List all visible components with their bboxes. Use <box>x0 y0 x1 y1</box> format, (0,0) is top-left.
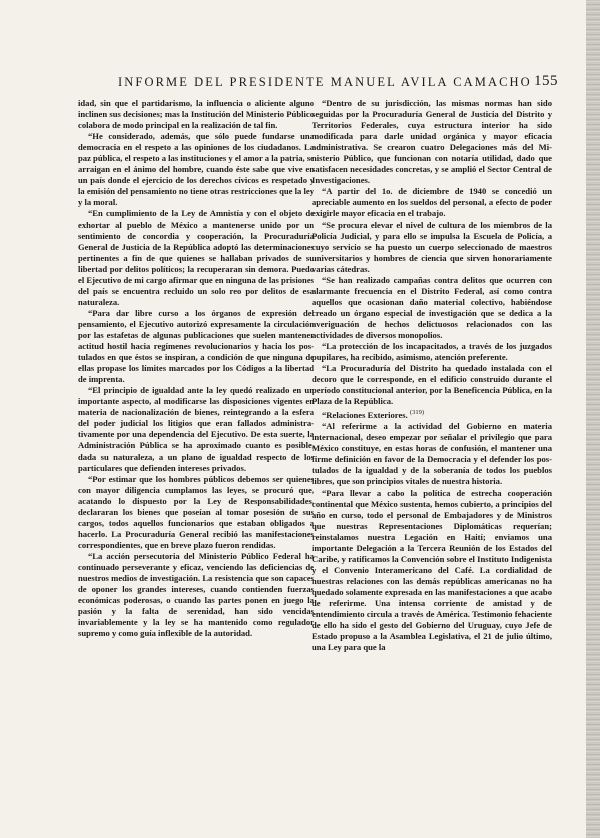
section-heading-text: “Relaciones Exteriores. <box>322 410 408 421</box>
paragraph: “En cumplimiento de la Ley de Amnistía y con el objeto de exhortar al pueblo de México a mantenerse unido por un sentimiento de concordia y cooperación, la Procuraduría General de Justicia de la República adoptó las determinaciones pertinentes a fin de que quienes se hallaban privados de su libertad por delitos políticos; la recuperaran sin demora. Puedo el Ejecutivo de mi cargo afirmar que en ninguna de las prisiones del país se encuentra recluido un solo reo por delitos de esa naturaleza. <box>78 208 314 307</box>
page-header <box>118 73 558 93</box>
footnote-marker: (319) <box>409 409 425 417</box>
paragraph: “La Procuraduría del Distrito ha quedado instalada con el decoro que le corresponde, en el edificio construido durante el período constitucional anterior, por la Beneficencia Pública, en la Plaza de la República. <box>312 363 552 407</box>
page-number: 155 <box>534 73 558 89</box>
scan-edge <box>586 0 600 838</box>
paragraph: “Se han realizado campañas contra delitos que ocurren con alarmante frecuencia en el Distrito Federal, así como contra aquellos que ocasionan daño material colectivo, habiéndose creado un órgano especial de investigación que se dedica a la averiguación de hechos delictuosos relacionados con las actividades de diversos monopolios. <box>312 274 552 340</box>
paragraph: “A partir del 1o. de diciembre de 1940 se concedió un apreciable aumento en los sueldos del personal, a efecto de poder exigirle mayor eficacia en el trabajo. <box>312 186 552 219</box>
paragraph: “Dentro de su jurisdicción, las mismas normas han sido seguidas por la Procuraduría General de Justicia del Distrito y Territorios Federales, cuya estructura interior ha sido modificada para darle unidad orgánica y mayor eficacia administrativa. Se crearon cuatro Delegaciones más del Ministerio Público, que funcionan con notaría utilidad, dado que satisfacen necesidades concretas, y se amplió el Sector Central de Investigaciones. <box>312 98 552 186</box>
paragraph: “La acción persecutoria del Ministerio Público Federal ha continuado perseverante y eficaz, venciendo las deficiencias de nuestros medios de investigación. La resistencia que son capaces de oponer los grandes intereses, cuando contienden fuerzas económicas poderosas, o cuando las partes ponen en juego la pasión y la falta de serenidad, han sido vencidas invariablemente y la ley se ha mantenido como regulador supremo y como guía inflexible de la autoridad. <box>78 550 314 639</box>
paragraph: “Por estimar que los hombres públicos debemos ser quienes con mayor diligencia cumplamos las leyes, se procuró que, acatando lo dispuesto por la Ley de Responsabilidades, declararan los bienes que poseían al tomar posesión de sus cargos, todos aquellos funcionarios que estaban obligados a hacerlo. La Procuraduría General recibió las manifestaciones correspondientes, que en breve plazo fueron rendidas. <box>78 473 314 550</box>
paragraph: “Para llevar a cabo la política de estrecha cooperación continental que México sustenta, hemos cubierto, a principios del año en curso, todo el personal de Embajadores y de Ministros que nuestras Representaciones Diplomáticas requerían; reinstalamos nuestra Legación en Haití; enviamos una importante Delegación a la Tercera Reunión de los Estados del Caribe, y ratificamos la Convención sobre el Instituto Indigenista y el Convenio Interamericano del Café. La cordialidad de nuestras relaciones con las demás repúblicas americanas no ha quedado solamente expresada en las manifestaciones a que acabo de referirme. Una intensa corriente de amistad y de entendimiento circula a través de América. Testimonio fehaciente de ello ha sido el gesto del Gobierno del Uruguay, cuyo Jefe de Estado propuso a la Asamblea Legislativa, el 21 de julio último, una Ley para que la <box>312 487 552 653</box>
paragraph: “He considerado, además, que sólo puede fundarse una democracia en el respeto a las opiniones de los ciudadanos. La paz pública, el respeto a las instituciones y el amor a la patria, se arraigan en el ánimo del hombre, cuando éste sabe que vive en un país donde el ejercicio de los derechos cívicos es respetado y la emisión del pensamiento no tiene otras restricciones que la ley y la moral. <box>78 131 314 208</box>
paragraph: “Para dar libre curso a los órganos de expresión del pensamiento, el Ejecutivo autorizó expresamente la circulación por las estafetas de algunas publicaciones que suelen mantener actitud hostil hacia regímenes revolucionarios y hacia los postulados en que éstos se inspiran, a condición de que ninguna de ellas propase los límites marcados por los Códigos a la libertad de imprenta. <box>78 307 314 385</box>
right-column <box>312 98 552 653</box>
paragraph: “Se procura elevar el nivel de cultura de los miembros de la Policía Judicial, y para ello se impulsa la Escuela de Policía, a cuyo servicio se ha puesto un cuerpo seleccionado de maestros universitarios y hombres de ciencia que sirven honorariamente varias cátedras. <box>312 219 552 274</box>
paragraph: “La protección de los incapacitados, a través de los juzgados pupilares, ha recibido, asimismo, atención preferente. <box>312 341 552 363</box>
paragraph: “Al referirme a la actividad del Gobierno en materia internacional, deseo empezar por señalar el privilegio que para México constituye, en estas horas de confusión, el mantener una firme definición en favor de la Democracia y el defender los postulados de la igualdad y de la soberanía de todos los pueblos libres, que son principios vitales de nuestra historia. <box>312 421 552 487</box>
paragraph: idad, sin que el partidarismo, la influencia o aliciente alguno inclinen sus decisiones; mas la Institución del Ministerio Público colabora de modo principal en la realización de tal fin. <box>78 98 314 131</box>
running-title: INFORME DEL PRESIDENTE MANUEL AVILA CAMACHO <box>118 75 532 89</box>
paragraph: “El principio de igualdad ante la ley quedó realizado en un importante aspecto, al modificarse las disposiciones vigentes en materia de nacionalización de bienes, reintegrando a la esfera del poder judicial los litigios que eran fallados administrativamente por una dependencia del Ejecutivo. De esta suerte, la Administración Pública se ha aproximado cuanto es posible, dada su naturaleza, a un plano de igualdad respecto de los particulares que defienden intereses privados. <box>78 385 314 473</box>
section-heading <box>312 407 552 421</box>
left-column <box>78 98 314 639</box>
